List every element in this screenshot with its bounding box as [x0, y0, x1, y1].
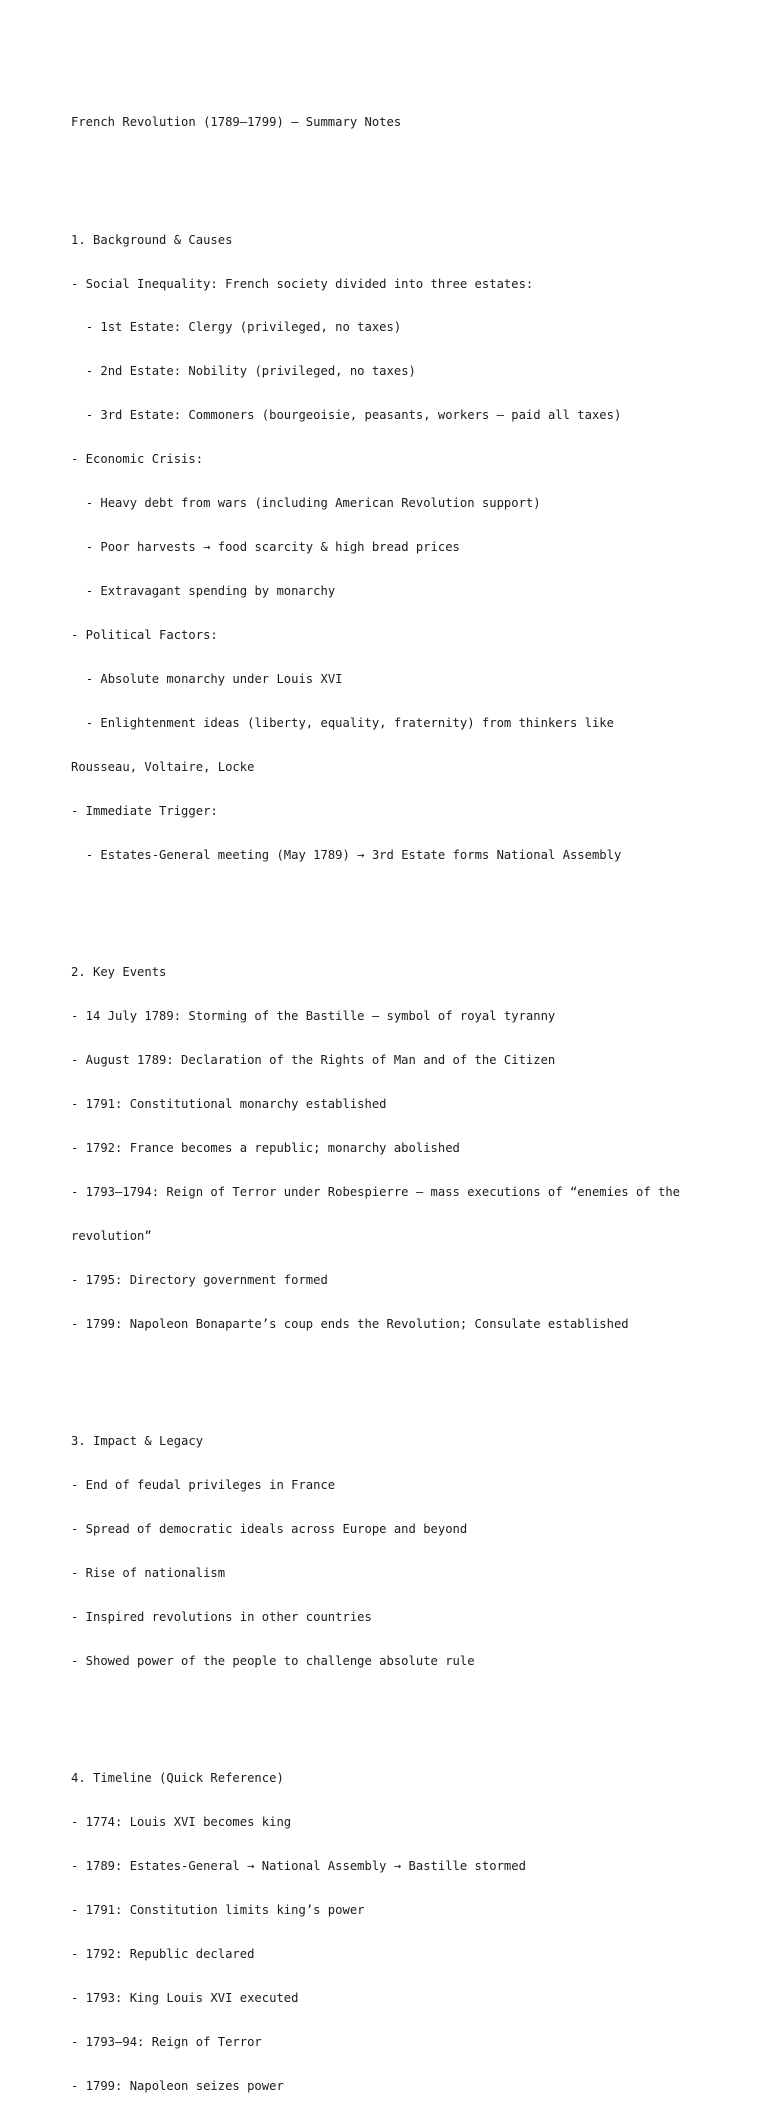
section-line: - 1792: France becomes a republic; monarchy abolished [71, 1141, 460, 1156]
section-line: - Showed power of the people to challenge absolute rule [71, 1654, 475, 1669]
section-line: - 1791: Constitution limits king’s power [71, 1903, 365, 1918]
spacer [71, 892, 751, 907]
section-line: - End of feudal privileges in France [71, 1478, 336, 1493]
section-line: - Immediate Trigger: [71, 804, 218, 819]
spacer [71, 159, 751, 174]
section-line: - 1793–94: Reign of Terror [71, 2035, 262, 2050]
section-line: - Enlightenment ideas (liberty, equality, fraternity) from thinkers like [71, 716, 614, 731]
section-heading-background: 1. Background & Causes [71, 232, 233, 247]
section-heading-impact: 3. Impact & Legacy [71, 1434, 204, 1449]
section-line: - Poor harvests → food scarcity & high bread prices [71, 540, 460, 555]
section-line: - 1792: Republic declared [71, 1947, 255, 1962]
section-line: - Absolute monarchy under Louis XVI [71, 672, 343, 687]
section-line: - 1795: Directory government formed [71, 1273, 328, 1288]
document-page [71, 86, 751, 2109]
section-line: - Inspired revolutions in other countries [71, 1610, 372, 1625]
section-line: - 1st Estate: Clergy (privileged, no taxes) [71, 320, 402, 335]
section-line: - 2nd Estate: Nobility (privileged, no taxes) [71, 364, 416, 379]
section-line: - 1799: Napoleon Bonaparte’s coup ends the Revolution; Consulate established [71, 1317, 629, 1332]
section-line: - 1793: King Louis XVI executed [71, 1991, 299, 2006]
section-line: - Extravagant spending by monarchy [71, 584, 336, 599]
section-line: - Estates-General meeting (May 1789) → 3rd Estate forms National Assembly [71, 848, 622, 863]
section-line: - Spread of democratic ideals across Europe and beyond [71, 1522, 468, 1537]
section-heading-key-events: 2. Key Events [71, 965, 167, 980]
section-heading-timeline: 4. Timeline (Quick Reference) [71, 1771, 284, 1786]
spacer [71, 1361, 751, 1376]
section-line: - 1791: Constitutional monarchy established [71, 1097, 387, 1112]
section-line: - 1793–1794: Reign of Terror under Robespierre — mass executions of “enemies of the [71, 1185, 681, 1200]
section-line: revolution” [71, 1229, 152, 1244]
section-line: Rousseau, Voltaire, Locke [71, 760, 255, 775]
section-line: - 14 July 1789: Storming of the Bastille — symbol of royal tyranny [71, 1009, 556, 1024]
section-line: - Heavy debt from wars (including American Revolution support) [71, 496, 541, 511]
document-title: French Revolution (1789–1799) – Summary Notes [71, 115, 402, 130]
spacer [71, 1698, 751, 1713]
section-line: - 3rd Estate: Commoners (bourgeoisie, peasants, workers — paid all taxes) [71, 408, 622, 423]
section-line: - Social Inequality: French society divided into three estates: [71, 276, 534, 291]
section-line: - 1774: Louis XVI becomes king [71, 1815, 292, 1830]
section-line: - August 1789: Declaration of the Rights of Man and of the Citizen [71, 1053, 556, 1068]
section-line: - 1799: Napoleon seizes power [71, 2079, 284, 2094]
section-line: - Political Factors: [71, 628, 218, 643]
section-line: - Rise of nationalism [71, 1566, 226, 1581]
section-line: - 1789: Estates-General → National Assembly → Bastille stormed [71, 1859, 526, 1874]
section-line: - Economic Crisis: [71, 452, 204, 467]
